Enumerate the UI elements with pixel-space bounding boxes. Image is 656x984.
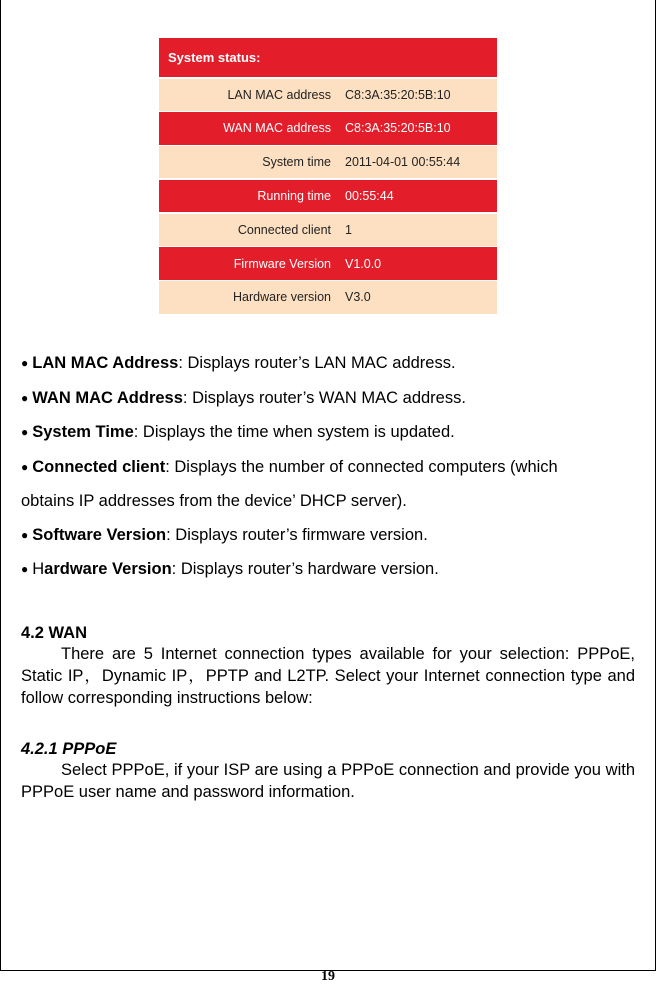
term-prefix: H (32, 560, 45, 578)
status-value: V3.0 (345, 290, 371, 305)
section-paragraph: There are 5 Internet connection types available for your selection: PPPoE, Static IP，Dynamic IP，PPTP and L2TP. Select your Internet connection type and follow corresponding instructions below: (21, 645, 635, 707)
bullet-icon: ● (21, 562, 29, 576)
status-value: 00:55:44 (345, 189, 394, 204)
list-item (21, 422, 636, 443)
term: System Time (32, 423, 134, 441)
bullet-icon: ● (21, 390, 29, 405)
status-value: C8:3A:35:20:5B:10 (345, 121, 451, 136)
status-row-running-time (159, 180, 497, 212)
bullet-icon: ● (21, 527, 29, 542)
term: Software Version (32, 525, 167, 544)
term: WAN MAC Address (32, 388, 183, 407)
list-item (21, 525, 636, 546)
page-number: 19 (321, 969, 335, 984)
description: : Displays router’s WAN MAC address. (182, 388, 466, 407)
status-label: Hardware version (233, 290, 331, 305)
section-title: 4.2.1 PPPoE (21, 740, 117, 758)
status-row-lan-mac (159, 79, 497, 111)
status-value: C8:3A:35:20:5B:10 (345, 87, 451, 102)
list-item (21, 559, 636, 580)
status-value: 1 (345, 222, 352, 237)
bullet-icon: ● (21, 459, 29, 474)
status-panel-header: System status: (159, 38, 497, 77)
list-item (21, 457, 636, 512)
status-value: 2011-04-01 00:55:44 (345, 155, 461, 170)
section-title: 4.2 WAN (21, 624, 88, 642)
bullet-icon: ● (21, 356, 29, 370)
status-label: Running time (257, 189, 331, 204)
description: : Displays router’s firmware version. (166, 525, 428, 544)
system-status-panel (159, 38, 497, 303)
list-item (21, 388, 636, 409)
description: : Displays the time when system is updated. (133, 423, 455, 441)
description: : Displays router’s hardware version. (171, 560, 439, 578)
status-value: V1.0.0 (345, 256, 382, 271)
status-label: WAN MAC address (223, 121, 331, 136)
status-row-wan-mac (159, 112, 497, 144)
section-pppoe (21, 739, 635, 803)
field-description-list (21, 353, 636, 594)
description-continued: obtains IP addresses from the device’ DHCP server). (21, 492, 407, 510)
status-row-firmware-version (159, 247, 497, 279)
section-paragraph: Select PPPoE, if your ISP are using a PPPoE connection and provide you with PPPoE user name and password information. (21, 761, 635, 801)
status-label: System time (262, 155, 331, 170)
term: Connected client (32, 457, 166, 476)
status-row-connected-client (159, 214, 497, 246)
section-wan (21, 623, 635, 709)
status-row-hardware-version (159, 281, 497, 313)
description: : Displays router’s LAN MAC address. (178, 354, 456, 372)
term: ardware Version (44, 560, 172, 578)
list-item (21, 353, 636, 374)
bullet-icon: ● (21, 425, 29, 439)
status-label: Connected client (237, 222, 331, 237)
term: LAN MAC Address (32, 354, 179, 372)
description: : Displays the number of connected computers (which (165, 457, 558, 476)
status-label: LAN MAC address (227, 87, 331, 102)
status-label: Firmware Version (233, 256, 331, 271)
status-row-system-time (159, 146, 497, 178)
